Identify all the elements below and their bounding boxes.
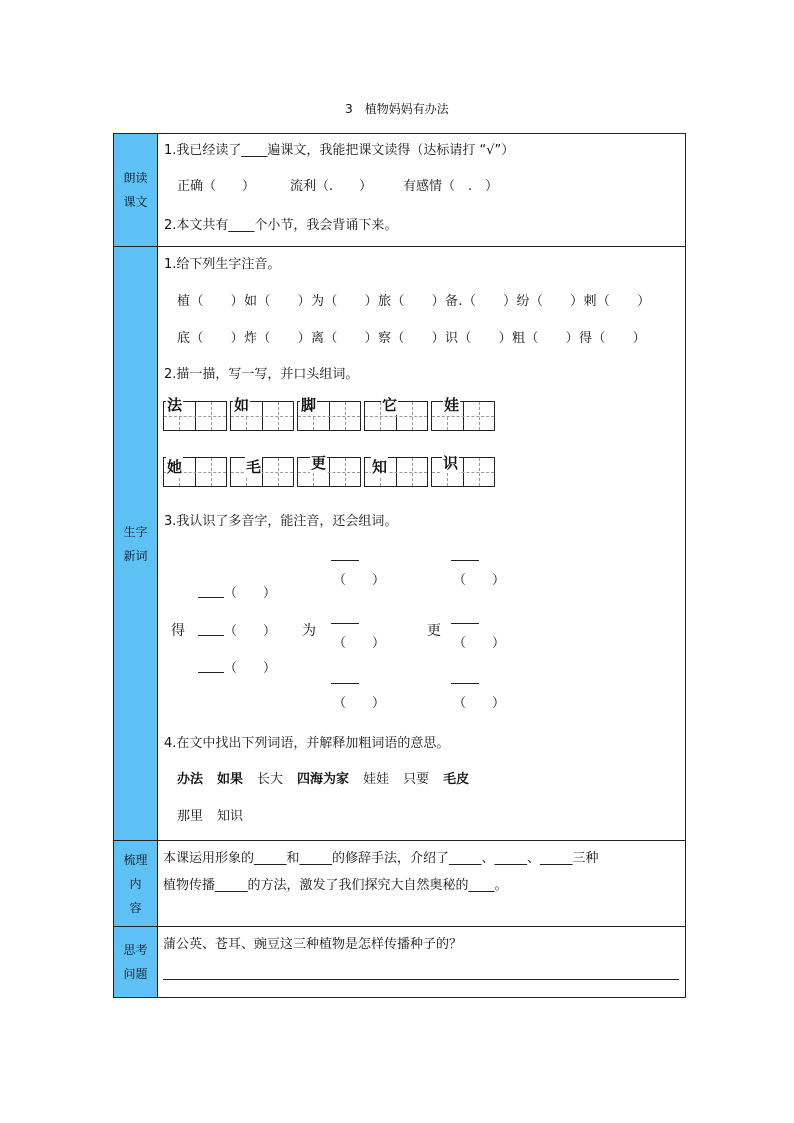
pinyin-paren: （ ）: [453, 636, 506, 651]
vocab-q1: 1.给下列生字注音。: [164, 257, 281, 272]
vocab-word: 那里: [177, 809, 204, 824]
vocab-q2: 2.描一描，写一写，并口头组词。: [164, 367, 359, 382]
pinyin-paren: （ ）: [333, 696, 386, 711]
writing-grid[interactable]: [364, 396, 428, 431]
writing-grid[interactable]: [364, 457, 428, 487]
word-list-2: [177, 805, 257, 824]
reading-label-1: 朗读: [123, 171, 148, 185]
reading-label-2: 课文: [123, 195, 148, 209]
thinking-question: 蒲公英、苍耳、豌豆这三种植物是怎样传播种子的？: [163, 937, 463, 952]
reading-q2: 2.本文共有____个小节，我会背诵下来。: [164, 218, 398, 233]
vocab-word: 只要: [403, 772, 430, 787]
trace-char: 娃: [444, 396, 460, 414]
summary-label-cell: [114, 841, 158, 926]
poly-char-de: 得: [171, 623, 185, 639]
summary-line-1: 本课运用形象的_____和_____的修辞手法，介绍了_____、_____、_____三种: [163, 851, 599, 866]
pinyin-paren: （ ）: [453, 696, 506, 711]
trace-char: 它: [382, 396, 398, 414]
trace-char: 脚: [301, 396, 317, 414]
writing-grid[interactable]: [230, 457, 294, 487]
word-blank[interactable]: [331, 683, 359, 684]
poly-char-geng: 更: [427, 623, 441, 639]
vocab-label-1: 生字: [123, 524, 148, 539]
vocab-word: 毛皮: [443, 772, 470, 787]
reading-q1: 1.我已经读了____遍课文，我能把课文读得（达标请打 “√”）: [164, 143, 515, 158]
thinking-label-2: 问题: [123, 967, 148, 981]
trace-char: 识: [443, 454, 459, 472]
pinyin-paren: （ ）: [224, 586, 277, 601]
writing-grid[interactable]: [431, 454, 495, 487]
summary-label-3: 容: [129, 900, 142, 915]
writing-grid[interactable]: [230, 396, 294, 431]
word-blank[interactable]: [451, 623, 479, 624]
vocab-word: 四海为家: [297, 772, 350, 787]
page-title: 3 植物妈妈有办法: [345, 102, 449, 116]
writing-grid[interactable]: [431, 396, 495, 431]
pinyin-paren: （ ）: [453, 573, 506, 588]
word-blank[interactable]: [331, 623, 359, 624]
pinyin-paren: （ ）: [224, 624, 277, 639]
trace-char: 她: [167, 458, 183, 476]
summary-line-2: 植物传播_____的方法，激发了我们探究大自然奥秘的____。: [163, 878, 508, 893]
vocab-word: 办法: [177, 772, 204, 787]
thinking-section: [114, 927, 685, 997]
summary-label-1: 梳理: [123, 852, 148, 867]
reading-opt-emotion: 有感情（ . ）: [403, 179, 499, 194]
summary-label-2: 内: [129, 876, 142, 891]
trace-char: 更: [311, 454, 327, 472]
vocab-word: 知识: [217, 809, 244, 824]
vocab-q3: 3.我认识了多音字，能注音，还会组词。: [164, 514, 398, 529]
writing-grid[interactable]: [297, 396, 361, 431]
writing-grid[interactable]: [163, 457, 227, 487]
word-list-1: [177, 768, 483, 787]
pinyin-row-2: 底（ ）炸（ ）离（ ）察（ ）识（ ）粗（ ）得（ ）: [177, 331, 647, 346]
word-blank[interactable]: [198, 635, 224, 636]
poly-char-wei: 为: [302, 623, 316, 639]
trace-char: 法: [167, 396, 183, 414]
trace-char: 如: [234, 396, 250, 414]
thinking-label-cell: [114, 927, 158, 997]
word-blank[interactable]: [451, 560, 479, 561]
summary-section: [114, 841, 685, 927]
reading-opt-correct: 正确（ ）: [177, 179, 256, 194]
vocab-q4: 4.在文中找出下列词语，并解释加粗词语的意思。: [164, 736, 450, 751]
pinyin-row-1: 植（ ）如（ ）为（ ）旅（ ）备.（ ）纷（ ）刺（ ）: [177, 294, 651, 309]
vocab-word: 如果: [217, 772, 244, 787]
pinyin-paren: （ ）: [224, 661, 277, 676]
reading-opt-fluent: 流利（. ）: [290, 179, 373, 194]
reading-section: [114, 134, 685, 247]
word-blank[interactable]: [451, 683, 479, 684]
thinking-label-1: 思考: [123, 943, 148, 957]
word-blank[interactable]: [198, 672, 224, 673]
vocab-word: 长大: [257, 772, 284, 787]
pinyin-paren: （ ）: [333, 573, 386, 588]
pinyin-paren: （ ）: [333, 636, 386, 651]
reading-label-cell: [114, 134, 158, 246]
trace-char: 毛: [246, 458, 262, 476]
worksheet-table: [113, 133, 686, 998]
vocab-label-cell: [114, 247, 158, 840]
answer-line[interactable]: [163, 979, 679, 980]
vocab-word: 娃娃: [363, 772, 390, 787]
trace-char: 知: [372, 458, 388, 476]
word-blank[interactable]: [198, 597, 224, 598]
vocab-section: [114, 247, 685, 841]
vocab-label-2: 新词: [123, 548, 148, 563]
word-blank[interactable]: [331, 560, 359, 561]
writing-grid[interactable]: [297, 454, 361, 487]
writing-grid[interactable]: [163, 396, 227, 431]
